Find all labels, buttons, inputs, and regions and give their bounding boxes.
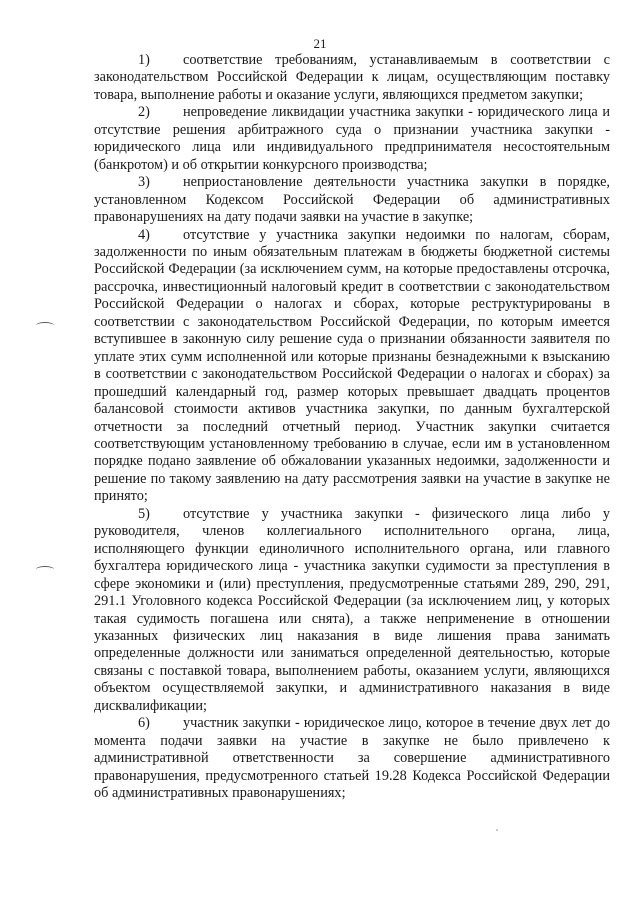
item-text: участник закупки - юридическое лицо, которое в течение двух лет до момента подачи заявки на участие в закупке не было привлечено к административной ответственности за совершение административного правонарушения, предусмотренного статьей 19.28 Кодекса Российской Федерации об административных правонарушениях; (94, 715, 610, 802)
item-number: 6) (138, 715, 150, 732)
list-item (94, 104, 610, 174)
list-item (94, 227, 610, 506)
item-text: непроведение ликвидации участника закупки - юридического лица и отсутствие решения арбитражного суда о признании участника закупки - юридического лица или индивидуального предпринимателя несостоятельным (банкротом) и об открытии конкурсного производства; (94, 104, 610, 173)
item-number: 5) (138, 505, 150, 522)
list-item (94, 506, 610, 715)
requirements-list (94, 52, 610, 802)
list-item (94, 174, 610, 226)
margin-mark (36, 322, 54, 329)
item-text: отсутствие у участника закупки недоимки по налогам, сборам, задолженности по иным обязательным платежам в бюджеты бюджетной системы Российской Федерации (за исключением сумм, на которые предоставлены отсрочка, рассрочка, инвестиционный налоговый кредит в соответствии с законодательством Российской Федерации о налогах и сборах, которые реструктурированы в соответствии с законодательством Российской Федерации, по которым имеется вступившее в законную силу решение суда о признании обязанности заявителя по уплате этих сумм исполненной или которые признаны безнадежными к взысканию в соответствии с законодательством Российской Федерации о налогах и сборах) за прошедший календарный год, размер которых превышает двадцать процентов балансовой стоимости активов участника закупки, по данным бухгалтерской отчетности за последний отчетный период. Участник закупки считается соответствующим установленному требованию в случае, если им в установленном порядке подано заявление об обжаловании указанных недоимки, задолженности и решение по такому заявлению на дату рассмотрения заявки на участие в закупке не принято; (94, 226, 610, 505)
scan-speck (496, 829, 498, 831)
item-number: 2) (138, 104, 150, 121)
item-text: неприостановление деятельности участника закупки в порядке, установленном Кодексом Российской Федерации об административных правонарушениях на дату подачи заявки на участие в закупке; (94, 174, 610, 226)
item-number: 3) (138, 174, 150, 191)
item-number: 4) (138, 226, 150, 243)
list-item (94, 715, 610, 802)
margin-mark (36, 566, 54, 573)
item-text: отсутствие у участника закупки - физического лица либо у руководителя, членов коллегиального исполнительного органа, лица, исполняющего функции единоличного исполнительного органа, или главного бухгалтера юридического лица - участника закупки судимости за преступления в сфере экономики и (или) преступления, предусмотренные статьями 289, 290, 291, 291.1 Уголовного кодекса Российской Федерации (за исключением лиц, у которых такая судимость погашена или снята), а также неприменение в отношении указанных физических лиц наказания в виде лишения права занимать определенные должности или заниматься определенной деятельностью, которые связаны с поставкой товара, выполнением работы, оказанием услуги, являющихся объектом осуществляемой закупки, и административного наказания в виде дисквалификации; (94, 505, 610, 714)
item-number: 1) (138, 52, 150, 68)
list-item (94, 52, 610, 104)
item-text: соответствие требованиям, устанавливаемым в соответствии с законодательством Российской Федерации к лицам, осуществляющим поставку товара, выполнение работы и оказание услуги, являющихся предметом закупки; (94, 52, 610, 103)
page-number: 21 (313, 36, 327, 51)
